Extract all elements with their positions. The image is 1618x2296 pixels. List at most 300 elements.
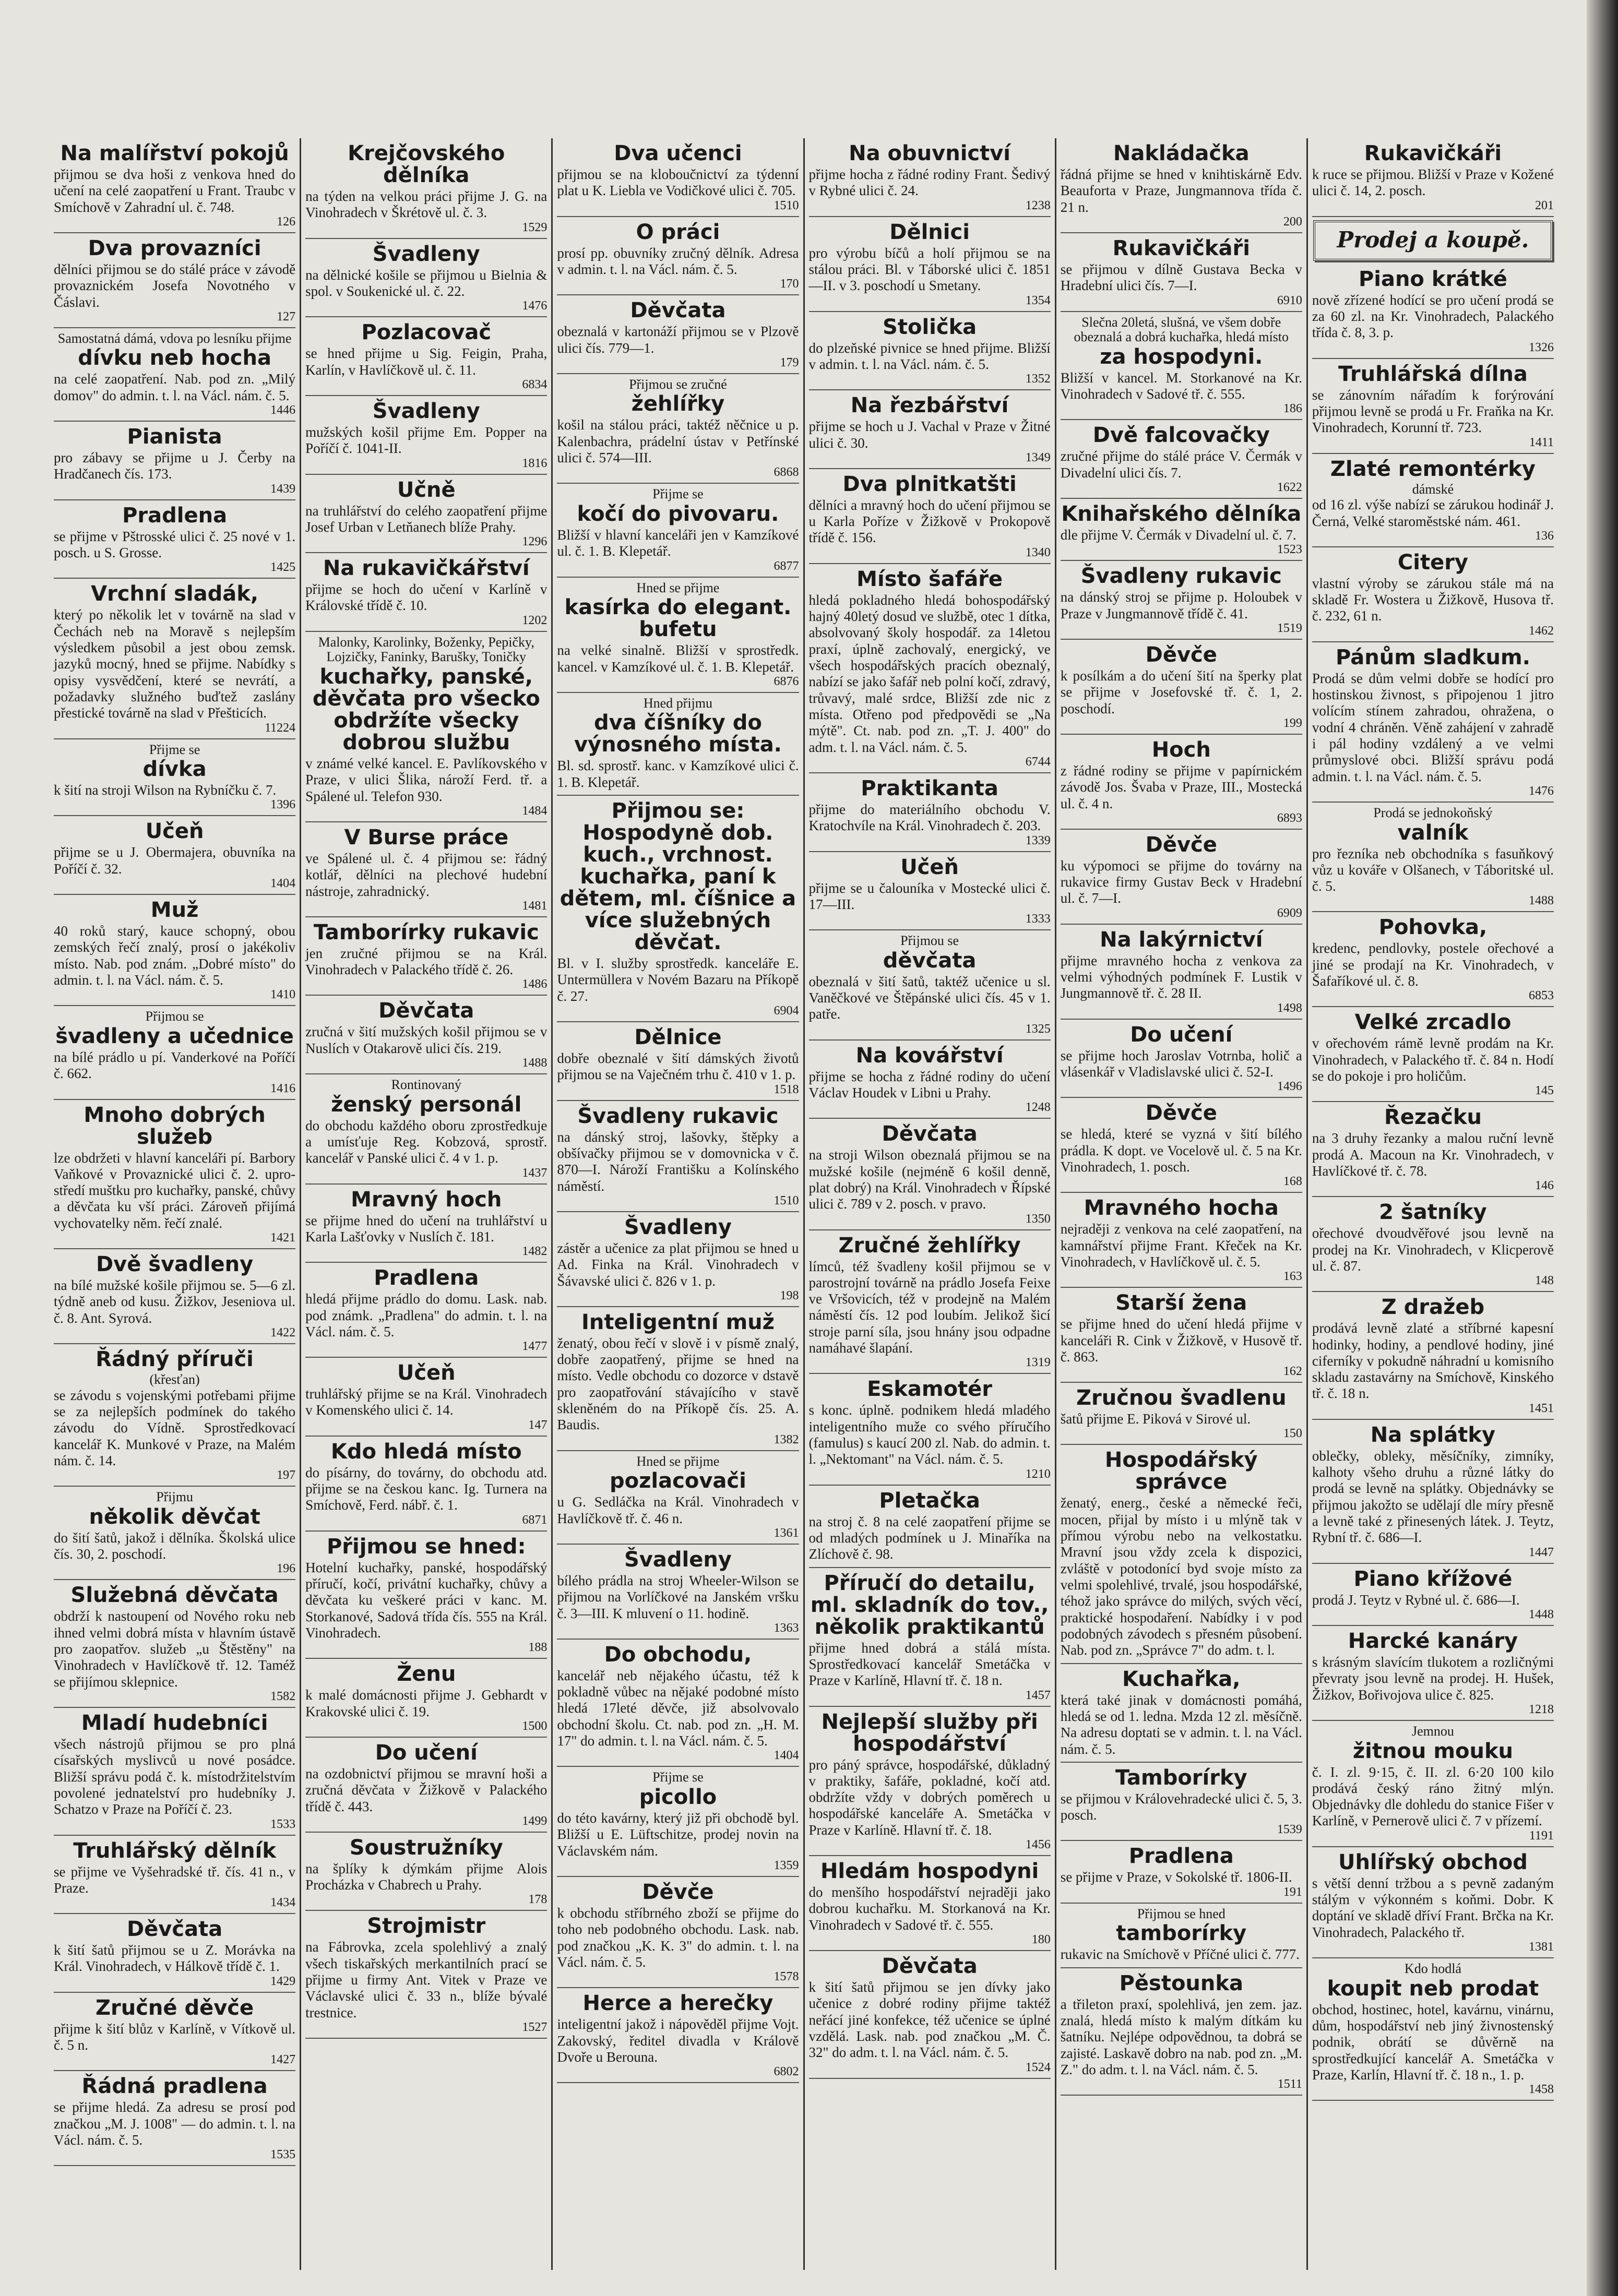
classified-columns	[50, 138, 1558, 2270]
classified-ad	[557, 217, 799, 296]
classified-ad	[1312, 1292, 1554, 1420]
ad-body: se přijme hoch Jaroslav Votrnba, holič a vlásenkář v Vladislavské ulici č. 52-I.	[1060, 1047, 1302, 1080]
ad-number: 1535	[270, 2148, 296, 2162]
classified-ad	[305, 1659, 547, 1738]
ad-number: 1352	[1025, 372, 1051, 386]
ad-number: 1484	[522, 804, 548, 818]
ad-body: na bílé prádlo u pí. Vanderkové na Poříčí č. 662.	[54, 1049, 296, 1082]
ad-number: 1496	[1277, 1080, 1302, 1094]
ad-body: na truhlářství do celého zaopatření přijme Josef Urban v Letňanech blíže Prahy.	[305, 503, 548, 535]
ad-number: 6909	[1277, 906, 1302, 920]
ad-intro: Prodá se jednokoňský	[1373, 805, 1493, 820]
classified-ad	[809, 312, 1051, 391]
ad-number: 1411	[1529, 435, 1554, 449]
ad-body: obchod, hostinec, hotel, kavárnu, vinárnu, dům, hospodářství neb jiný živnostenský podnik, obrátí se důvěrně na sprostředkující kancelář A. Smetáčka v Praze, Karlín, Hlavní tř. č. 18 n., 1. p.	[1312, 2001, 1554, 2083]
classified-ad	[809, 1041, 1051, 1119]
classified-ad	[809, 852, 1051, 931]
ad-number: 1462	[1529, 624, 1554, 638]
ad-body: ženatý, energ., české a německé řeči, mocen, přijal by místo i u mlýně tak v přímou výrobu nebo na velkostatku. Mravní jsou vždy zcela k dispozici, zvláště v potodonící byd svoje místo za velmi spolehlivé, trvalé, jsou hospodářské, téhož jako správce do milých, svých věcí, praktické hospodaření. Nabídky i v pod podobných závodech s přesném působení. Nab. pod zn. „Správce 7" do adm. t. l.	[1060, 1495, 1302, 1658]
classified-ad	[305, 553, 547, 632]
ad-title: Dvě falcovačky	[1092, 423, 1270, 448]
ad-number: 1382	[774, 1432, 799, 1446]
ad-body: dobře obeznalé v šití dámských životů přijmou se na Vaječném trhu č. 410 v 1. p.	[557, 1050, 799, 1083]
ad-body: na dánský stroj, lašovky, štěpky a obšívačky přijmou se v domovnicka v č. 870—I. Nároží Františku a Kolínského náměstí.	[557, 1129, 799, 1194]
ad-title: Na obuvnictví	[849, 141, 1011, 165]
ad-title: picollo	[639, 1785, 717, 1809]
classified-ad	[54, 500, 295, 579]
ad-number: 1410	[270, 988, 296, 1002]
ad-body: na týden na velkou práci přijme J. G. na Vinohradech v Škrétově ul. č. 3.	[305, 188, 548, 221]
classified-ad	[809, 390, 1051, 469]
ad-title: Dva učenci	[614, 141, 742, 165]
classified-ad	[305, 239, 547, 318]
ad-number: 126	[277, 214, 296, 229]
ad-title: Do učení	[375, 1740, 478, 1765]
ad-body: se závodu s vojenskými potřebami přijme se za nejlepších podmínek do takého závodu do Vídně. Sprostředkovací kancelář K. Munkové v Praze, na Malém nám. č. 14.	[54, 1387, 296, 1468]
ad-number: 1458	[1529, 2083, 1554, 2097]
ad-body: zručná v šití mužských košil přijmou se v Nuslích v Otakarově ulici čís. 219.	[305, 1024, 548, 1056]
ad-body: prodá J. Teytz v Rybné ul. č. 686—I.	[1312, 1592, 1520, 1608]
ad-title: Harcké kanáry	[1348, 1629, 1518, 1653]
ad-title: Pánům sladkum.	[1336, 645, 1530, 669]
ad-number: 1456	[1025, 1838, 1051, 1852]
ad-body: se přijmou v dílně Gustava Becka v Hradební ulici čís. 7—I.	[1060, 261, 1302, 294]
classified-ad	[1061, 640, 1302, 735]
ad-body: do menšího hospodářství nejraději jako dobrou kuchařku. M. Storkanová na Kr. Vinohradech v Sadové tř. č. 555.	[808, 1884, 1051, 1933]
ad-title: Starší žena	[1115, 1291, 1247, 1316]
classified-ad	[1312, 1958, 1554, 2101]
ad-number: 1518	[774, 1082, 799, 1096]
ad-body: pro páný správce, hospodářské, důkladný v praktiky, šafáře, pokladné, kočí atd. obdržíte vždy v dobrých poměrech u hospodářské kanceláře A. Smetáčka v Praze v Karlíně. Hlavní tř. č. 18.	[808, 1756, 1051, 1838]
ad-title: Zručné žehlířky	[838, 1233, 1021, 1258]
ad-number: 1498	[1277, 1001, 1302, 1015]
ad-body: na 3 druhy řezanky a malou ruční levně prodá A. Macoun na Kr. Vinohradech, v Havlíčkové tř. č. 78.	[1312, 1130, 1554, 1179]
ad-title: Zlaté remontérky	[1330, 457, 1536, 481]
classified-ad	[305, 822, 547, 917]
ad-number: 1446	[270, 403, 296, 417]
ad-title: Děvčata	[882, 1122, 978, 1146]
ad-body: ženatý, obou řečí v slově i v písmě znalý, dobře zaopatřený, přijme se hned na místo. Vedle obchodu co dozorce v dstavě pro zaopatřování stávajícího v stavě skleněném do na Příkopě čís. 25. A. Baudis.	[557, 1335, 799, 1433]
classified-ad	[1061, 420, 1302, 499]
classified-ad	[1061, 1383, 1302, 1445]
classified-ad	[1061, 1968, 1302, 2096]
column-5	[1055, 138, 1306, 2270]
ad-number: 1578	[774, 1970, 799, 1984]
ad-title: Krejčovského dělníka	[348, 141, 505, 187]
ad-title: Švadleny rukavic	[1080, 564, 1282, 589]
ad-title: Místo šafáře	[856, 567, 1003, 591]
ad-title: V Burse práce	[344, 825, 509, 850]
ad-title: Soustružníky	[349, 1835, 503, 1860]
ad-title: Piano křížové	[1353, 1566, 1513, 1591]
classified-ad	[305, 996, 547, 1074]
ad-body: jen zručné přijmou se na Král. Vinohradech v Palackého třídě č. 26.	[305, 945, 548, 978]
ad-intro: Přijme se	[652, 486, 704, 502]
ad-number: 148	[1535, 1274, 1554, 1288]
ad-intro: Jemnou	[1412, 1723, 1454, 1739]
ad-number: 1500	[522, 1719, 548, 1733]
ad-number: 162	[1283, 1365, 1302, 1379]
ad-body: k malé domácnosti přijme J. Gebhardt v Krakovské ulici č. 19.	[305, 1687, 548, 1719]
ad-number: 1404	[270, 877, 296, 891]
ad-body: se hned přijme u Sig. Feigin, Praha, Karlín, v Havlíčkově ul. č. 11.	[305, 345, 548, 378]
ad-number: 1350	[1025, 1212, 1051, 1226]
ad-title: Švadleny rukavic	[577, 1104, 779, 1128]
ad-title: Inteligentní muž	[581, 1310, 775, 1334]
ad-title: Děvčata	[126, 1917, 223, 1942]
classified-ad	[305, 1738, 547, 1833]
ad-title: Kdo hledá místo	[330, 1439, 522, 1464]
ad-body: se přijme hledá. Za adresu se prosí pod značkou „M. J. 1008" — do admin. t. l. na Václ. nám. č. 5.	[54, 2099, 296, 2148]
ad-title: Muž	[150, 898, 199, 923]
ad-title: Do učení	[1130, 1022, 1233, 1047]
ad-number: 1448	[1529, 1607, 1554, 1621]
classified-ad	[809, 1568, 1051, 1707]
ad-number: 163	[1283, 1270, 1302, 1284]
classified-ad	[557, 1545, 799, 1640]
ad-number: 1191	[1529, 1828, 1554, 1843]
ad-body: k šití šatů přijmou se jen dívky jako učenice z dobré rodiny přijme taktéž neřácí jiné konfekce, též učenice se úplné vzdělá. Lask. nab. pod značkou „M. Č. 32" do adm. t. l. na Václ. nám. č. 5.	[808, 1979, 1051, 2061]
ad-title: dva číšníky do výnosného místa.	[574, 711, 782, 757]
classified-ad	[557, 1877, 799, 1988]
ad-number: 1523	[1277, 543, 1302, 557]
classified-ad	[1061, 1098, 1302, 1193]
ad-number: 1451	[1529, 1401, 1554, 1415]
ad-number: 127	[277, 309, 296, 324]
ad-title: Dělnice	[634, 1025, 722, 1049]
ad-body: oblečky, obleky, měsíčníky, zimníky, kalhoty všeho druhu a různé látky do prodá se levně na splátky. Objednávky se přijmou jakožto se udělají dle míry přesně a levně také z přinesených látek. J. Teytz, Rybní tř. č. 686—I.	[1312, 1448, 1554, 1546]
ad-body: na Fábrovka, zcela spolehlivý a znalý všech tiskařských merkantilních prací se přijme u firmy Ant. Vitek v Praze ve Václavské ulici č. 33 n., blíže bývalé trestnice.	[305, 1939, 548, 2020]
ad-number: 178	[528, 1893, 548, 1907]
column-6	[1306, 138, 1558, 2270]
ad-intro: Hned se přijme	[636, 580, 720, 595]
classified-ad	[54, 1100, 295, 1250]
ad-intro: Přijmou se hned	[1137, 1906, 1226, 1921]
ad-number: 1482	[522, 1245, 548, 1259]
ad-title: Hoch	[1151, 737, 1211, 762]
ad-number: 1816	[522, 456, 548, 470]
ad-title: Dvě švadleny	[96, 1252, 254, 1277]
ad-title: Děvče	[642, 1880, 714, 1904]
ad-number: 1340	[1025, 545, 1051, 559]
ad-body: pro řezníka neb obchodníka s fasuňkový vůz u kováře v Olšanech, v Táboritské ul. č. 5.	[1312, 845, 1554, 894]
ad-body: obdrží k nastoupení od Nového roku neb ihned velmi dobrá místa v hlavním ústavě pro zaopatřov. služeb „u Štěstěny" na Vinohradech v Havlíčkově tř. 12. Taméž se přijímou sklepnice.	[54, 1608, 296, 1690]
ad-title: Rukavičkáři	[1364, 141, 1502, 165]
ad-number: 200	[1283, 214, 1302, 229]
ad-number: 1421	[270, 1231, 296, 1245]
ad-body: Bližší v hlavní kanceláři jen v Kamzíkové ul. č. 1. B. Klepetář.	[557, 527, 799, 559]
ad-body: který po několik let v továrně na slad v Čechách neb na Moravě s nejlepším výsledkem působil a jest obou zemsk. jazyků mocný, hned se přijme. Nabídky s opisy vysvědčení, které se nevrátí, a požadavky služného buďtež zaslány přestické továrně na slad v Přešticích.	[54, 607, 296, 721]
ad-number: 1349	[1025, 450, 1051, 464]
ad-title: Přijmou se: Hospodyně dob. kuch., vrchnost. kuchařka, paní k dětem, ml. číšnice a více služebných děvčat.	[560, 799, 796, 955]
ad-body: k šití na stroji Wilson na Rybníčku č. 7.	[54, 782, 277, 798]
ad-title: Děvčata	[630, 298, 726, 323]
ad-body: přijme se hoch do učení v Karlíně v Královské třídě č. 10.	[305, 581, 548, 614]
classified-ad	[557, 138, 799, 217]
ad-number: 136	[1535, 529, 1554, 543]
ad-title: Prodej a koupě.	[1337, 226, 1529, 253]
classified-ad	[557, 578, 799, 693]
ad-title: Z dražeb	[1381, 1295, 1485, 1320]
ad-number: 1296	[522, 535, 548, 549]
ad-title: Pěstounka	[1119, 1971, 1243, 1995]
ad-title: Pradlena	[374, 1266, 479, 1290]
classified-ad	[305, 632, 547, 822]
ad-body: Bližší v kancel. M. Storkanové na Kr. Vinohradech v Sadové tř. č. 555.	[1060, 369, 1302, 402]
ad-body: přijme se hocha z řádné rodiny do učení Václav Houdek v Libni u Prahy.	[808, 1068, 1051, 1101]
ad-number: 6744	[1025, 755, 1051, 769]
ad-body: řádná přijme se hned v knihtiskárně Edv. Beauforta v Praze, Jungmannova třída č. 21 n.	[1060, 166, 1302, 215]
classified-ad	[809, 1951, 1051, 2079]
classified-ad	[809, 1374, 1051, 1485]
ad-title: Piano krátké	[1358, 267, 1507, 291]
ad-body: na stroji Wilson obeznalá přijmou se na mužské košile (nejméně 6 košil denně, plat dobrý) na Král. Vinohradech v Řípské ulici č. 789 v 2. posch. v pravo.	[808, 1147, 1051, 1212]
classified-ad	[557, 1101, 799, 1212]
ad-number: 1339	[1025, 833, 1051, 847]
classified-ad	[557, 1451, 799, 1545]
ad-number: 170	[780, 277, 799, 291]
classified-ad	[54, 1006, 295, 1099]
ad-number: 1434	[270, 1896, 296, 1910]
ad-number: 1582	[270, 1689, 296, 1703]
ad-number: 1524	[1025, 2060, 1051, 2074]
ad-body: na dělnické košile se přijmou u Bielnia & spol. v Soukenické ul. č. 22.	[305, 267, 548, 299]
ad-body: na celé zaopatření. Nab. pod zn. „Milý domov" do admin. t. l. na Václ. nám. č. 5.	[54, 371, 296, 403]
ad-body: u G. Sedláčka na Král. Vinohradech v Havlíčkově tř. č. 46 n.	[557, 1494, 799, 1526]
ad-title: Služebná děvčata	[70, 1583, 279, 1608]
ad-number: 1510	[774, 1193, 799, 1207]
ad-number: 1527	[522, 2020, 548, 2035]
classified-ad	[557, 295, 799, 374]
ad-number: 1510	[774, 198, 799, 212]
ad-body: přijme se u J. Obermajera, obuvníka na Poříčí č. 32.	[54, 844, 296, 877]
classified-ad	[54, 1993, 295, 2072]
ad-body: přijmou se dva hoši z venkova hned do učení na celé zaopatření u Frant. Traubc v Smíchově v Zahradní ul. č. 748.	[54, 166, 296, 215]
ad-title: Tamborírky rukavic	[313, 920, 539, 944]
ad-body: nově zřízené hodící se pro učení prodá se za 60 zl. na Kr. Vinohradech, Palackého třída č. 8, 3. p.	[1312, 292, 1554, 341]
classified-ad	[1061, 233, 1302, 312]
ad-number: 196	[277, 1562, 296, 1576]
ad-number: 1325	[1025, 1022, 1051, 1036]
ad-body: na bílé mužské košile přijmou se. 5—6 zl. týdně aneb od kusu. Žižkov, Jeseniova ul. č. 8. Ant. Syrová.	[54, 1277, 296, 1326]
ad-body: k obchodu stříbrného zboží se přijme do toho neb podobného obchodu. Lask. nab. pod značkou „K. K. 3" do admin. t. l. na Václ. nám. č. 5.	[557, 1905, 799, 1970]
ad-title: žitnou mouku	[1352, 1739, 1514, 1763]
classified-ad	[809, 1486, 1051, 1568]
classified-ad	[1312, 1564, 1554, 1626]
ad-title: Mnoho dobrých služeb	[84, 1103, 266, 1149]
ad-title: Děvče	[1145, 642, 1217, 667]
ad-title: Pradlena	[122, 503, 228, 528]
ad-intro: Přijmou se zručné	[629, 376, 727, 392]
column-4	[803, 138, 1055, 2270]
ad-number: 1539	[1277, 1823, 1302, 1837]
ad-title: Děvče	[1145, 1101, 1217, 1126]
ad-body: límců, též švadleny košil přijmou se v parostrojní továrně na prádlo Josefa Feixe ve Vršovicích, též v prodejně na Malém náměstí čís. 12 pod loubím. Jelikož šicí stroje parní síla, jsou hnány jsou odpadne namáhavé šlapání.	[808, 1258, 1051, 1356]
ad-number: 191	[1283, 1885, 1302, 1899]
classified-ad	[1312, 1007, 1554, 1102]
ad-intro: Malonky, Karolinky, Boženky, Pepičky, Lojzičky, Faninky, Barušky, Toničky	[318, 634, 534, 665]
ad-number: 1202	[522, 613, 548, 627]
ad-body: se přijmou v Královehradecké ulici č. 5, 3. posch.	[1060, 1790, 1302, 1823]
classified-ad	[1061, 830, 1302, 925]
ad-body: do plzeňské pivnice se hned přijme. Bližší v admin. t. l. na Václ. nám. č. 5.	[808, 340, 1051, 372]
ad-body: ořechové dvoudvěřové jsou levně na prodej na Kr. Vinohradech, v Klicperově ul. č. 87.	[1312, 1225, 1554, 1274]
ad-intro: Samostatná dámá, vdova po lesníku přijme	[57, 330, 292, 346]
ad-number: 1529	[522, 220, 548, 234]
classified-ad	[54, 895, 295, 1006]
ad-title: Eskamotér	[867, 1377, 993, 1402]
column-2	[300, 138, 551, 2270]
page-edge	[1587, 0, 1618, 2296]
classified-ad	[809, 773, 1051, 852]
ad-title: Učeň	[145, 819, 204, 844]
ad-body: hledá přijme prádlo do domu. Lask. nab. pod známk. „Pradlena" do admin. t. l. na Václ. nám. č. 5.	[305, 1291, 548, 1340]
ad-number: 201	[1535, 198, 1554, 212]
ad-title: O práci	[636, 220, 720, 244]
ad-body: truhlářský přijme se na Král. Vinohradech v Komenského ulici č. 14.	[305, 1386, 548, 1418]
classified-ad	[305, 1074, 547, 1185]
ad-number: 1511	[1277, 2077, 1302, 2091]
ad-title: Hospodářský správce	[1104, 1448, 1258, 1494]
classified-ad	[1061, 1664, 1302, 1763]
classified-ad	[557, 1988, 799, 2083]
classified-ad	[1312, 138, 1554, 217]
ad-title: několik děvčat	[89, 1504, 260, 1529]
ad-title: Rukavičkáři	[1112, 236, 1250, 260]
classified-ad	[1312, 1197, 1554, 1292]
ad-number: 1533	[270, 1817, 296, 1831]
ad-body: přijme se hoch u J. Vachal v Praze v Žitné ulici č. 30.	[808, 418, 1051, 451]
ad-title: Na kovářství	[855, 1043, 1004, 1068]
ad-body: do této kavárny, který již při obchodě byl. Bližší u E. Lüftschitze, prodej novin na Václavském nám.	[557, 1810, 799, 1859]
ad-title: Zručnou švadlenu	[1076, 1386, 1287, 1410]
ad-number: 180	[1031, 1933, 1051, 1947]
classified-ad	[1061, 925, 1302, 1020]
ad-number: 1218	[1529, 1702, 1554, 1716]
ad-number: 6871	[522, 1513, 548, 1527]
ad-body: zástěr a učenice za plat přijmou se hned u Ad. Finka na Král. Vinohradech v Šávavské ulici č. 826 v 1. p.	[557, 1240, 799, 1289]
ad-number: 1488	[522, 1056, 548, 1070]
ad-title: Truhlářský dělník	[73, 1838, 276, 1863]
ad-body: č. I. zl. 9·15, č. II. zl. 6·20 100 kilo prodává český ráno žitný mlýn. Objednávky dle dohledu do stanice Fišer v Karlíně, v Pernerově ulici č. 7 v přízemí.	[1312, 1764, 1554, 1829]
ad-body: obeznalá v kartonáží přijmou se v Plzově ulici čís. 779—1.	[557, 324, 799, 356]
classified-ad	[305, 1833, 547, 1911]
ad-intro: Přijme se	[149, 742, 200, 757]
ad-body: bílého prádla na stroj Wheeler-Wilson se přijmou na Vorlíčkové na Janském vršku č. 3—III. K mluvení o 11. hodině.	[557, 1572, 799, 1621]
ad-number: 1488	[1529, 894, 1554, 908]
ad-title: Truhlářská dílna	[1338, 362, 1528, 386]
ad-title: Pohovka,	[1378, 915, 1488, 940]
classified-ad	[1312, 547, 1554, 642]
classified-ad	[557, 484, 799, 577]
ad-title: žehlířky	[631, 392, 725, 416]
ad-body: dělníci a mravný hoch do učení přijmou se u Karla Poříze v Žižkově v Prokopově třídě č. 156.	[808, 497, 1051, 546]
classified-ad	[54, 1708, 295, 1836]
classified-ad	[305, 1911, 547, 2039]
ad-body: dělníci přijmou se do stálé práce v závodě provaznickém Josefa Novotného v Čáslavi.	[54, 261, 296, 310]
classified-ad	[54, 816, 295, 895]
classified-ad	[305, 917, 547, 996]
ad-body: do šití šatů, jakož i dělníka. Školská ulice čís. 30, 2. poschodí.	[54, 1529, 296, 1562]
classified-ad	[809, 1707, 1051, 1857]
ad-title: kočí do pivovaru.	[577, 502, 779, 526]
ad-body: nejraději z venkova na celé zaopatření, na kamnářství přijme Frant. Křeček na Kr. Vinohradech, v Havlíčkově ul. č. 5.	[1060, 1221, 1302, 1270]
ad-intro: Přijmu	[156, 1489, 193, 1505]
ad-title: Hledám hospodyni	[820, 1859, 1039, 1884]
section-heading-box	[1313, 220, 1553, 261]
ad-body: prodává levně zlaté a stříbrné kapesní hodinky, hodiny, a pendlové hodiny, jiné ciferníky v pokudně náhradní u komisního skladu zastavárny na Smíchově, Kinského tř. č. 18 n.	[1312, 1320, 1554, 1402]
classified-ad	[1312, 1626, 1554, 1721]
ad-intro: dámské	[1412, 481, 1454, 497]
classified-ad	[305, 1358, 547, 1437]
ad-title: koupit neb prodat	[1327, 1976, 1539, 2001]
classified-ad	[557, 1022, 799, 1101]
ad-number: 6893	[1277, 811, 1302, 825]
ad-number: 1476	[522, 299, 548, 313]
ad-number: 6910	[1277, 293, 1302, 307]
ad-title: Řezačku	[1384, 1105, 1482, 1130]
ad-body: přijme do materiálního obchodu V. Kratochvíle na Král. Vinohradech č. 203.	[808, 801, 1051, 834]
ad-title: Na rukavičkářství	[323, 556, 530, 581]
ad-number: 1333	[1025, 912, 1051, 926]
ad-title: Pletačka	[879, 1488, 980, 1513]
ad-title: Citery	[1397, 550, 1468, 575]
classified-ad	[305, 1532, 547, 1659]
ad-number: 1210	[1025, 1467, 1051, 1481]
ad-body: zručné přijme do stálé práce V. Čermák v Divadelní ulici čís. 7.	[1060, 448, 1302, 481]
ad-title: Pradlena	[1128, 1844, 1234, 1869]
ad-number: 145	[1535, 1084, 1554, 1098]
ad-body: na stroj č. 8 na celé zaopatření přijme se od mladých podmínek u J. Minaříka na Zlíchově č. 98.	[808, 1513, 1051, 1562]
classified-ad	[305, 138, 547, 239]
ad-body: do obchodu každého oboru zprostředkuje a umísťuje Reg. Kobzová, sprostř. kancelář v Panské ulici č. 4 v 1. p.	[305, 1117, 548, 1166]
ad-body: ku výpomoci se přijme do továrny na rukavice firmy Gustav Beck v Hradební ul. č. 7—I.	[1060, 857, 1302, 906]
ad-title: ženský personál	[331, 1092, 522, 1117]
ad-body: se hledá, které se vyzná v šití bílého prádla. K dopt. ve Vocelově ul. č. 5 na Kr. Vinohradech, 1. posch.	[1060, 1126, 1302, 1175]
ad-title: pozlacovači	[610, 1469, 746, 1493]
ad-intro: Přijmou se	[900, 933, 959, 949]
ad-title: Švadleny	[624, 1215, 732, 1239]
ad-body: Hotelní kuchařky, panské, hospodářský příručí, kočí, privátní kuchařky, chůvy a děvčata ku veškeré práci v kanc. M. Storkanové, Sadová třída čís. 555 na Král. Vinohradech.	[305, 1559, 548, 1641]
ad-title: Švadleny	[372, 242, 480, 266]
classified-ad	[54, 1487, 295, 1580]
ad-number: 1425	[270, 560, 296, 575]
ad-number: 199	[1283, 716, 1302, 730]
ad-title: Učeň	[397, 1361, 456, 1385]
ad-title: Dělnici	[889, 220, 970, 244]
ad-title: 2 šatníky	[1379, 1200, 1487, 1225]
ad-body: k posílkám a do učení šití na šperky plat se přijme v Josefovské tř. č. 1, 2. poschodí.	[1060, 667, 1302, 716]
ad-number: 6868	[774, 465, 799, 480]
classified-ad	[1312, 1721, 1554, 1847]
ad-body: přijme mravného hocha z venkova za velmi výhodných podmínek F. Lustik v Jungmannově tř. č. 28 II.	[1060, 952, 1302, 1001]
classified-ad	[1061, 735, 1302, 830]
ad-body: v známé velké kancel. E. Pavlíkovského v Praze, v ulici Šlika, nároží Ferd. tř. a Spálené ul. Telefon 930.	[305, 755, 548, 804]
classified-ad	[1312, 264, 1554, 359]
classified-ad	[809, 564, 1051, 773]
ad-number: 1499	[522, 1814, 548, 1828]
ad-intro: (křesťan)	[149, 1372, 200, 1388]
ad-body: přijme hned dobrá a stálá místa. Sprostředkovací kancelář Smetáčka v Praze v Karlíně, Hlavní tř. č. 18 n.	[808, 1640, 1051, 1689]
ad-intro: Přijme se	[652, 1769, 704, 1785]
ad-body: kancelář neb nějakého účastu, též k pokladně vůbec na nějaké podobné místo hledá 17leté děvče, již absolvovalo obchodní školu. Ct. nab. pod zn. „H. M. 17" do admin. t. l. na Václ. nám. č. 5.	[557, 1667, 799, 1749]
ad-body: 40 roků starý, kauce schopný, obou zemských řečí znalý, prosí o jakékoliv místo. Nab. pod znám. „Dobré místo" do admin. t. l. na Václ. nám. č. 5.	[54, 923, 296, 988]
classified-ad	[54, 1836, 295, 1915]
ad-body: obeznalá v šití šatů, taktéž učenice u sl. Vaněčkové ve Štěpánské ulici čís. 45 v 1. patře.	[808, 973, 1051, 1022]
classified-ad	[557, 796, 799, 1022]
classified-ad	[305, 317, 547, 396]
ad-title: Nejlepší služby při hospodářství	[821, 1709, 1038, 1756]
